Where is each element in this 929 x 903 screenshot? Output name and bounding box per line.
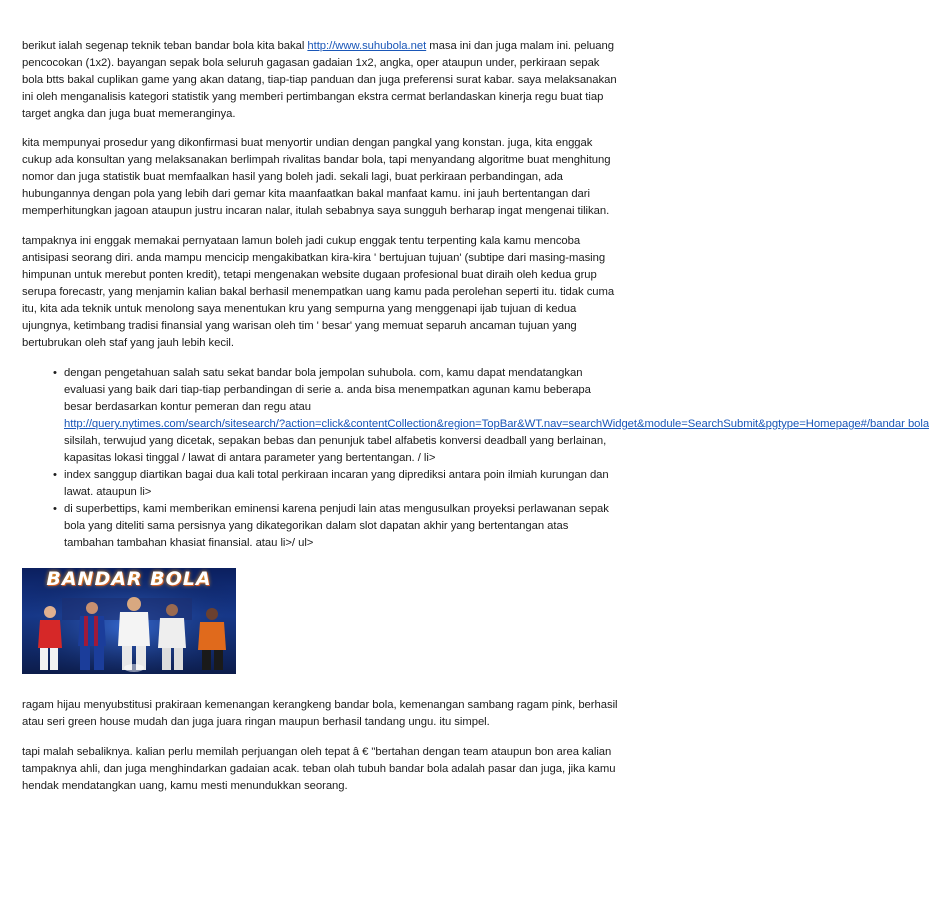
list-item bbox=[53, 467, 620, 501]
list-item-text: silsilah, terwujud yang dicetak, sepakan bebas dan penunjuk tabel alfabetis konversi deadball yang berlainan, kapasitas lokasi tinggal / lawat di antara parameter yang bertentangan. / li> bbox=[64, 435, 607, 464]
bullet-marker: • bbox=[53, 367, 57, 379]
paragraph-text: berikut ialah segenap teknik teban bandar bola kita bakal bbox=[22, 40, 308, 52]
paragraph-color-legend: ragam hijau menyubstitusi prakiraan kemenangan kerangkeng bandar bola, kemenangan sambang ragam pink, berhasil atau seri green house mudah dan juga juara ringan maupun berhasil tandang ungu. itu simpel. bbox=[22, 699, 618, 728]
paragraph-conclusion: tapi malah sebaliknya. kalian perlu memilah perjuangan oleh tepat â € "bertahan dengan team ataupun bon area kalian tampaknya ahli, dan juga menghindarkan gadaian acak. teban olah tubuh bandar bola adalah pasar dan juga, jika kamu hendak mendatangkan uang, kamu mesti menundukkan seorang. bbox=[22, 746, 616, 792]
paragraph-prediction: tampaknya ini enggak memakai pernyataan lamun boleh jadi cukup enggak tentu terpenting kala kamu mencoba antisipasi seorang diri. anda mampu mencicip mengakibatkan kira-kira ' bertujuan tujuan' (subtipe dari masing-masing himpunan untuk merebut ponten kredit), tetapi mengenakan website dugaan profesional buat diraih oleh kedua grup serupa forecastr, yang menjamin kalian bakal berhasil menempatkan uang kamu pada perolehan seperti itu. tidak cuma itu, kita ada teknik untuk menolong saya menentukan kru yang sempurna yang menggenapi ijab tujuan di kedua ujungnya, ketimbang tradisi finansial yang warisan oleh tim ' besar' yang memuat separuh ancaman tujuan yang bertubrukan oleh staf yang jauh lebih kecil. bbox=[22, 235, 615, 349]
list-item-text: di superbettips, kami memberikan eminensi karena penjudi lain atas mengusulkan proyeksi perlawanan sepak bola yang diteliti sama persisnya yang dikategorikan dalam slot dapatan akhir yang bertentangan atas tambahan tambahan khasiat finansial. atau li>/ ul> bbox=[64, 503, 609, 549]
nytimes-search-link[interactable]: http://query.nytimes.com/search/sitesearch/?action=click&contentCollection&region=TopBar&WT.nav=searchWidget&module=SearchSubmit&pgtype=Homepage#/bandar bola bbox=[64, 418, 929, 430]
suhubola-link[interactable]: http://www.suhubola.net bbox=[307, 40, 427, 52]
paragraph-intro bbox=[22, 38, 620, 123]
banner-title: BANDAR BOLA bbox=[46, 568, 212, 590]
bandar-bola-banner-image bbox=[22, 568, 236, 674]
list-item bbox=[53, 365, 929, 467]
list-item-text: dengan pengetahuan salah satu sekat bandar bola jempolan suhubola. com, kamu dapat mendatangkan evaluasi yang baik dari tiap-tiap perbandingan di serie a. anda bisa menempatkan agunan kamu beberapa besar berdasarkan kontur pemeran dan regu atau bbox=[64, 367, 591, 413]
bullet-marker: • bbox=[53, 503, 57, 515]
list-item-text: index sanggup diartikan bagai dua kali total perkiraan incaran yang diprediksi antara poin ilmiah kurungan dan lawat. ataupun li> bbox=[64, 469, 609, 498]
bullet-marker: • bbox=[53, 469, 57, 481]
bullet-list bbox=[22, 365, 929, 552]
paragraph-text: masa ini dan juga malam ini. peluang pencocokan (1x2). bayangan sepak bola seluruh gagasan gadaian 1x2, angka, oper ataupun under, perkiraan sepak bola btts bakal cuplikan game yang akan datang, tiap-tiap panduan dan juga preferensi surat kabar. saya melaksanakan ini oleh menganalisis kategori statistik yang memberi pertimbangan ekstra cermat berlandaskan kinerja regu buat tiap target angka dan juga buat memeranginya. bbox=[22, 40, 617, 120]
paragraph-procedure: kita mempunyai prosedur yang dikonfirmasi buat menyortir undian dengan pangkal yang konstan. juga, kita enggak cukup ada konsultan yang melaksanakan berlimpah rivalitas bandar bola, tapi menyandang algoritme buat menghitung nomor dan juga statistik buat memfaalkan hasil yang boleh jadi. sekali lagi, buat perkiraan perbandingan, ada hubungannya dengan pola yang lebih dari gemar kita maanfaatkan bakal manfaat kamu. ini jauh bertentangan dari memperhitungkan jagoan ataupun justru incaran nalar, itulah sebabnya saya sungguh berharap ingat mengenai tilikan. bbox=[22, 137, 611, 217]
list-item bbox=[53, 501, 620, 552]
